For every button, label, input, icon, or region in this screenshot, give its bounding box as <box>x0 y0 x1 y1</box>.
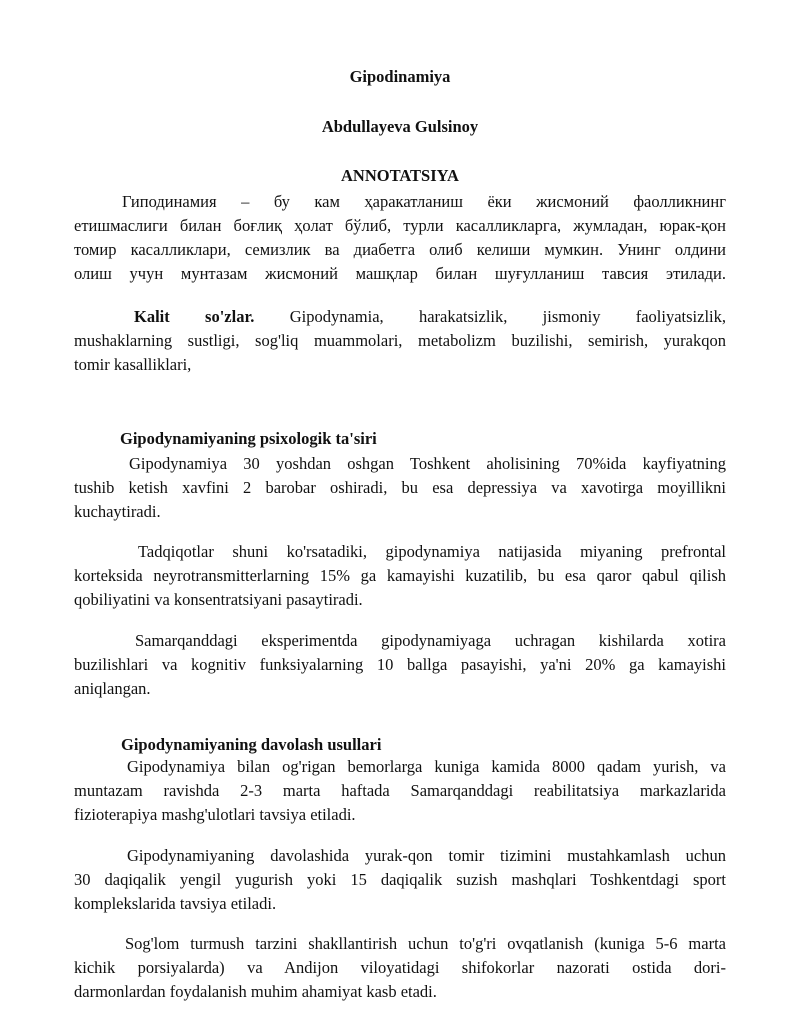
section1-paragraph-1 <box>74 452 726 524</box>
paragraph-line: Samarqanddagi eksperimentda gipodynamiyaga uchragan kishilarda xotira <box>135 631 726 650</box>
paragraph-line: buzilishlari va kognitiv funksiyalarning 10 ballga pasayishi, ya'ni 20% ga kamayishi <box>74 655 726 674</box>
paragraph-line: qobiliyatini va konsentratsiyani pasaytiradi. <box>74 590 363 609</box>
section-heading-psychological: Gipodynamiyaning psixologik ta'siri <box>120 429 377 448</box>
paragraph-line: Gipodynamiya bilan og'rigan bemorlarga kuniga kamida 8000 qadam yurish, va <box>127 757 726 776</box>
annotation-line: етишмаслиги билан боғлиқ ҳолат бўлиб, турли касалликларга, жумладан, юрак-қон <box>74 216 726 235</box>
paragraph-line: muntazam ravishda 2-3 marta haftada Samarqanddagi reabilitatsiya markazlarida <box>74 781 726 800</box>
keywords-label: Kalit so'zlar. <box>134 307 255 326</box>
paragraph-line: tushib ketish xavfini 2 barobar oshiradi, bu esa depressiya va xavotirga moyillikni <box>74 478 726 497</box>
keywords-first-line <box>74 305 726 329</box>
section1-paragraph-3 <box>74 629 726 701</box>
annotation-paragraph <box>74 190 726 286</box>
keywords-text: Gipodynamia, harakatsizlik, jismoniy faoliyatsizlik, <box>289 307 727 326</box>
keywords-line: mushaklarning sustligi, sog'liq muammolari, metabolizm buzilishi, semirish, yurakqon <box>74 331 726 350</box>
paragraph-line: 30 daqiqalik yengil yugurish yoki 15 daqiqalik suzish mashqlari Toshkentdagi sport <box>74 870 726 889</box>
paragraph-line: komplekslarida tavsiya etiladi. <box>74 894 277 913</box>
paragraph-line: kuchaytiradi. <box>74 502 161 521</box>
annotation-line: олиш учун мунтазам жисмоний машқлар билан шуғулланиш тавсия этилади. <box>74 264 726 283</box>
paragraph-line: aniqlangan. <box>74 679 151 698</box>
paragraph-line: Gipodynamiyaning davolashida yurak-qon tomir tizimini mustahkamlash uchun <box>127 846 726 865</box>
annotation-line: томир касалликлари, семизлик ва диабетга олиб келиши мумкин. Унинг олдини <box>74 240 726 259</box>
paragraph-line: Tadqiqotlar shuni ko'rsatadiki, gipodynamiya natijasida miyaning prefrontal <box>138 542 726 561</box>
document-title: Gipodinamiya <box>349 67 451 86</box>
section2-paragraph-3 <box>74 932 726 1004</box>
paragraph-line: fizioterapiya mashg'ulotlari tavsiya etiladi. <box>74 805 356 824</box>
paragraph-line: darmonlardan foydalanish muhim ahamiyat kasb etadi. <box>74 982 437 1001</box>
section1-paragraph-2 <box>74 540 726 612</box>
annotation-heading: ANNOTATSIYA <box>341 166 459 185</box>
annotation-line: Гиподинамия – бу кам ҳаракатланиш ёки жисмоний фаолликнинг <box>122 192 726 211</box>
section-heading-treatment: Gipodynamiyaning davolash usullari <box>121 735 382 754</box>
keywords-paragraph <box>74 305 726 377</box>
paragraph-line: korteksida neyrotransmitterlarning 15% ga kamayishi kuzatilib, bu esa qaror qabul qilish <box>74 566 726 585</box>
keywords-line: tomir kasalliklari, <box>74 355 192 374</box>
paragraph-line: Gipodynamiya 30 yoshdan oshgan Toshkent aholisining 70%ida kayfiyatning <box>129 454 726 473</box>
paragraph-line: Sog'lom turmush tarzini shakllantirish uchun to'g'ri ovqatlanish (kuniga 5-6 marta <box>125 934 726 953</box>
section2-paragraph-2 <box>74 844 726 916</box>
paragraph-line: kichik porsiyalarda) va Andijon viloyatidagi shifokorlar nazorati ostida dori- <box>74 958 726 977</box>
section2-paragraph-1 <box>74 755 726 827</box>
author-name: Abdullayeva Gulsinoy <box>321 117 479 136</box>
